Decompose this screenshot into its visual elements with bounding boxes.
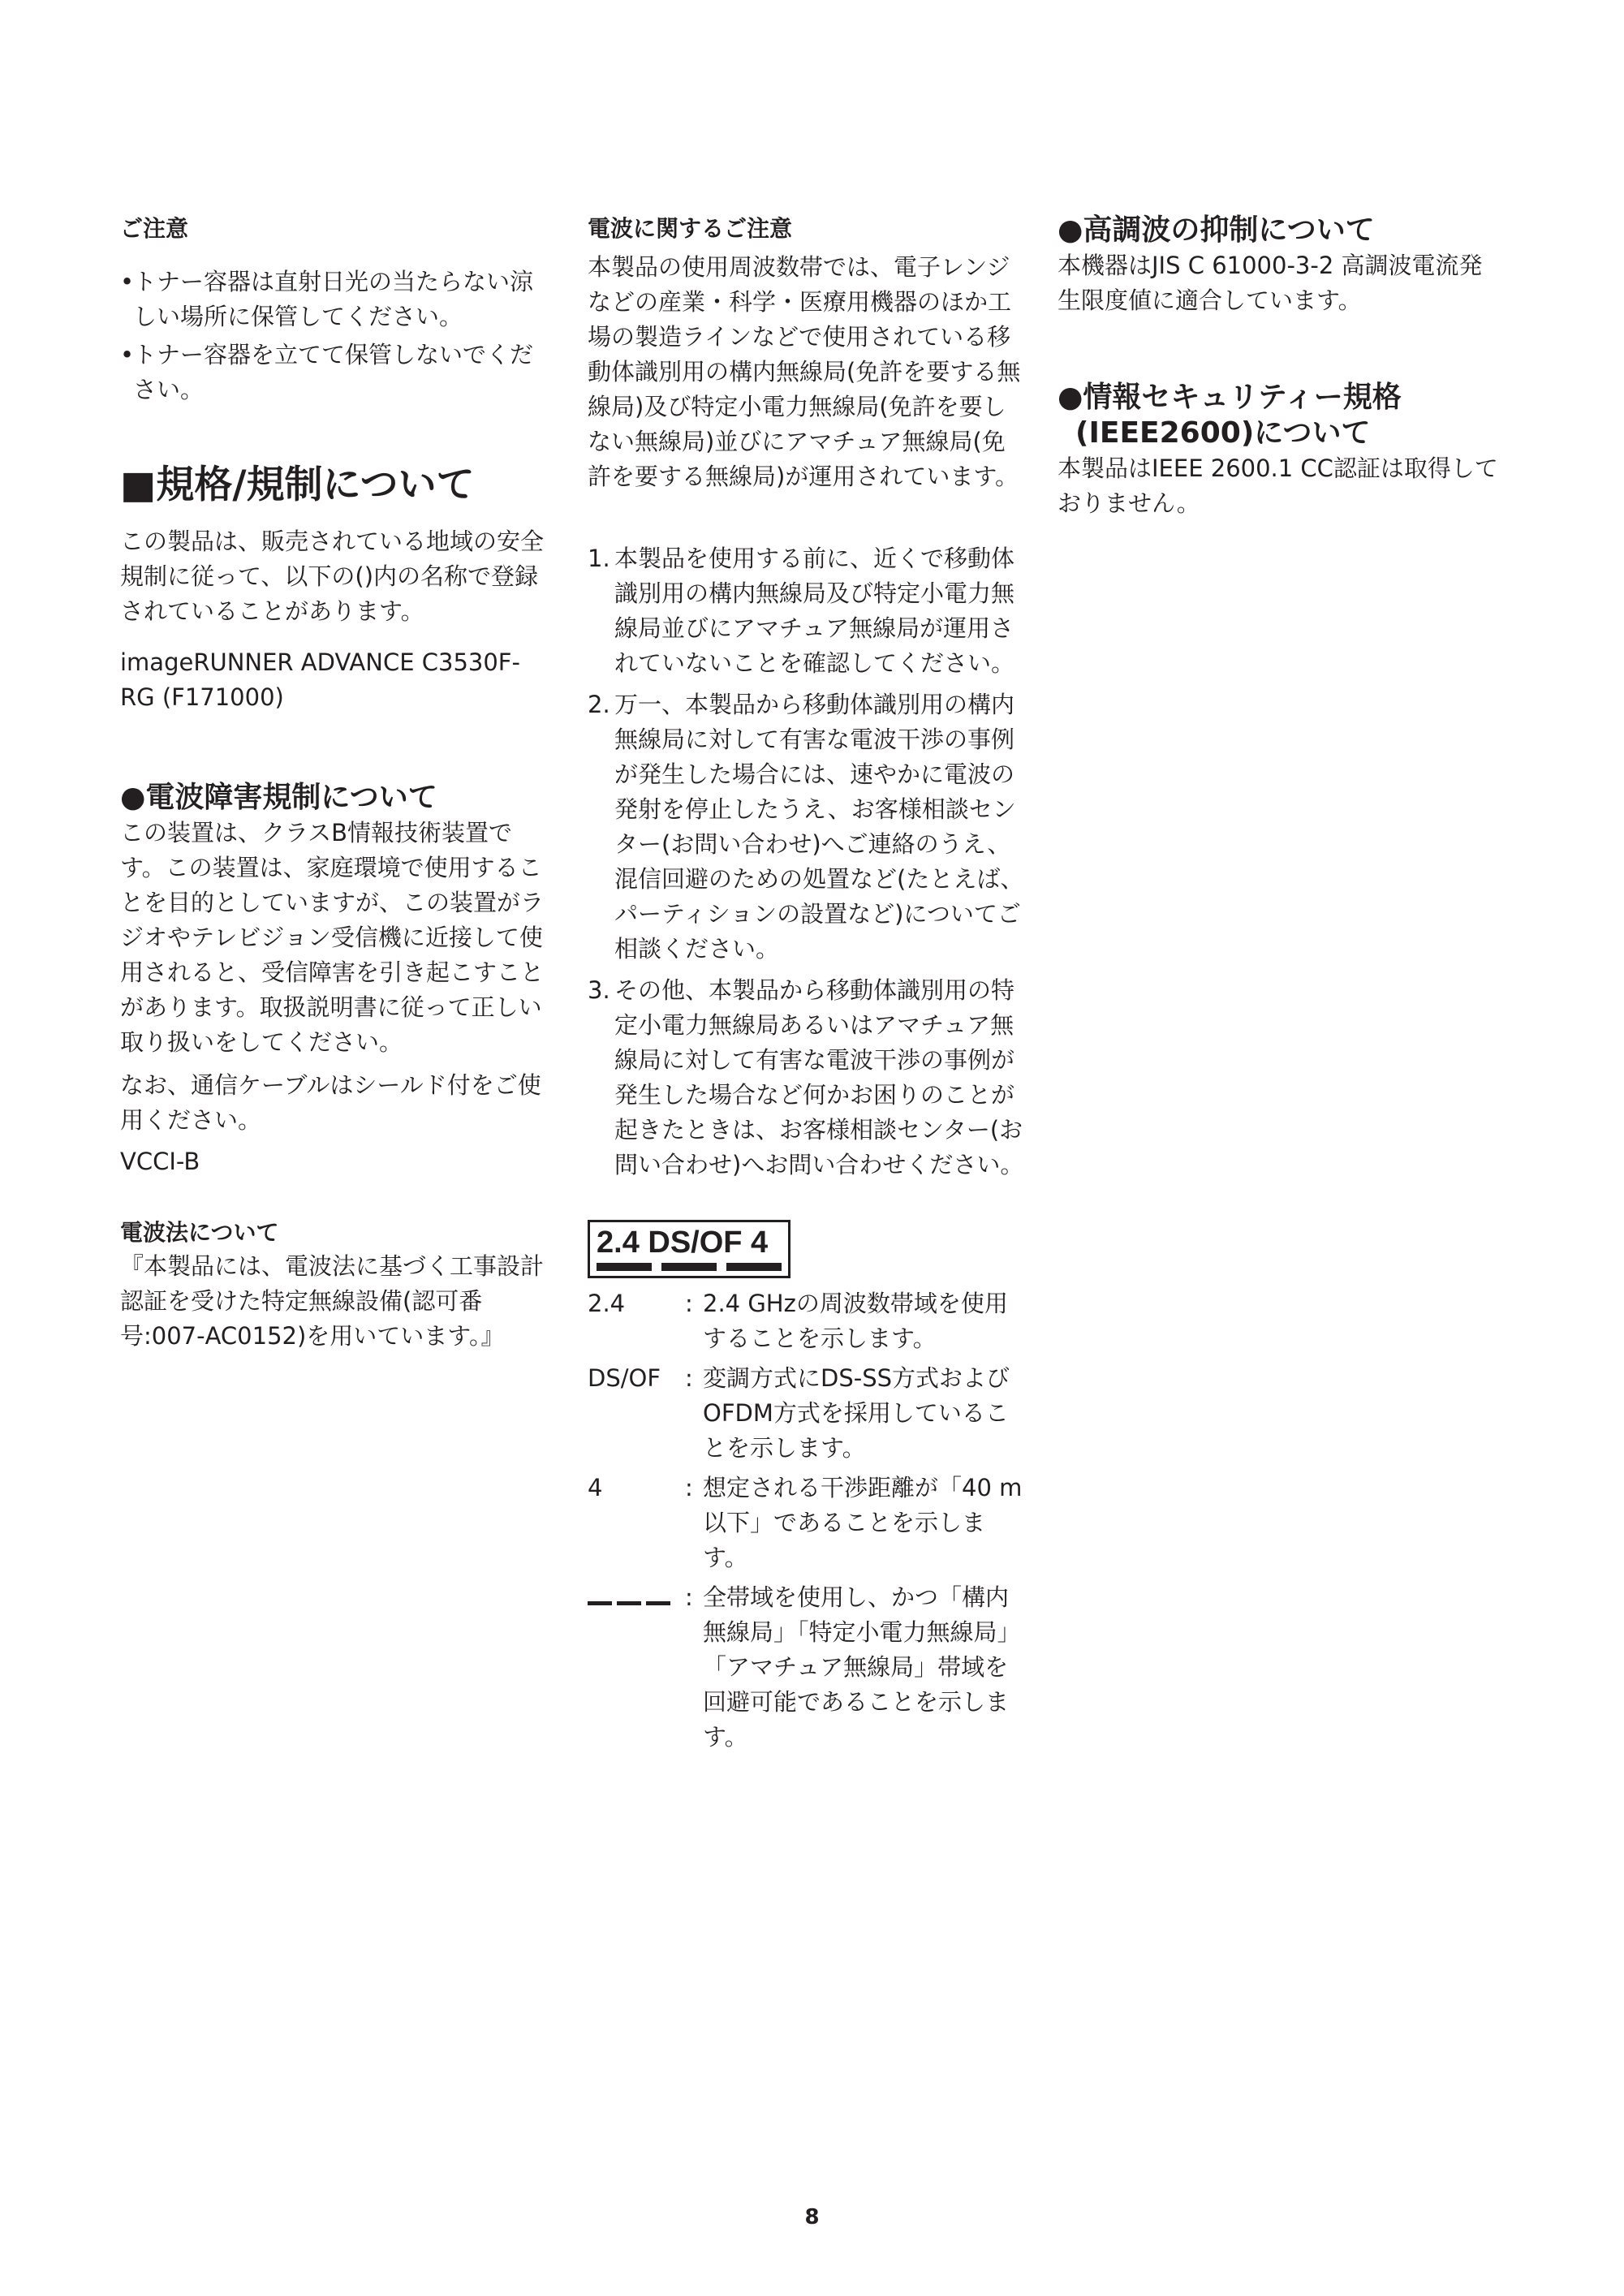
middle-column (588, 213, 1026, 1755)
definition-term: 4 (588, 1474, 603, 1501)
frequency-band-bars (597, 1263, 782, 1271)
definition-term-dashes (588, 1580, 685, 1755)
definition-desc: 2.4 GHzの周波数帯域を使用することを示します。 (703, 1290, 1008, 1352)
band-bar-icon (661, 1263, 717, 1271)
item-number: 2. (588, 691, 610, 718)
cable-text: なお、通信ケーブルはシールド付をご使用ください。 (120, 1071, 541, 1134)
section-heading-standards: ■規格/規制について (120, 463, 475, 507)
item-text: 万一、本製品から移動体識別用の構内無線局に対して有害な電波干渉の事例が発生した場合には、速やかに電波の発射を停止したうえ、お客様相談センター(お問い合わせ)へご連絡のうえ、混信回避のための処置など(たとえば、パーティションの設置など)についてご相談ください。 (614, 691, 1024, 963)
caution-heading: ご注意 (120, 215, 189, 242)
caution-item-text: トナー容器を立てて保管しないでください。 (133, 341, 534, 403)
definition-colon: : (685, 1474, 693, 1501)
intro-text: この製品は、販売されている地域の安全規制に従って、以下の()内の名称で登録されていることがあります。 (120, 528, 545, 625)
numbered-item (588, 973, 1026, 1182)
definition-term: DS/OF (588, 1364, 661, 1392)
harmonics-heading: ●高調波の抑制について (1058, 213, 1375, 247)
caution-item (120, 338, 550, 407)
definition-desc: 全帯域を使用し、かつ「構内無線局」「特定小電力無線局」「アマチュア無線局」帯域を回避可能であることを示します。 (703, 1583, 1021, 1751)
frequency-band-mark-text: 2.4 DS/OF 4 (597, 1226, 769, 1260)
definition-desc: 変調方式にDS-SS方式およびOFDM方式を採用していることを示します。 (703, 1364, 1010, 1462)
item-text: その他、本製品から移動体識別用の特定小電力無線局あるいはアマチュア無線局に対して有害な電波干渉の事例が発生した場合など何かお困りのことが起きたときは、お客様相談センター(お問い合わせ)へお問い合わせください。 (614, 976, 1024, 1178)
right-column (1058, 213, 1500, 521)
radio-interference-text: この装置は、クラスB情報技術装置です。この装置は、家庭環境で使用することを目的としていますが、この装置がラジオやテレビジョン受信機に近接して使用されると、受信障害を引き起こすことがあります。取扱説明書に従って正しい取り扱いをしてください。 (120, 819, 545, 1056)
security-heading-line1: ●情報セキュリティー規格 (1058, 381, 1402, 414)
definition-colon: : (685, 1364, 693, 1392)
caution-item (120, 265, 550, 334)
definition-row (588, 1286, 1026, 1356)
band-bar-icon (597, 1263, 652, 1271)
security-heading-line2: (IEEE2600)について (1075, 416, 1371, 450)
definition-row (588, 1361, 1026, 1466)
definition-row (588, 1580, 1026, 1755)
numbered-item (588, 687, 1026, 967)
bullet-icon: • (120, 268, 135, 295)
item-number: 3. (588, 976, 610, 1004)
band-bar-icon (726, 1263, 782, 1271)
left-column (120, 213, 550, 1354)
item-number: 1. (588, 545, 610, 572)
vcci-text: VCCI-B (120, 1148, 200, 1175)
frequency-band-mark (588, 1220, 790, 1278)
harmonics-text: 本機器はJIS C 61000-3-2 高調波電流発生限度値に適合しています。 (1058, 252, 1483, 314)
page-number: 8 (804, 2205, 820, 2229)
radio-interference-heading: ●電波障害規制について (120, 781, 437, 814)
radio-law-heading: 電波法について (120, 1219, 279, 1246)
definition-row (588, 1471, 1026, 1575)
definition-term: 2.4 (588, 1290, 626, 1317)
radio-law-text: 『本製品には、電波法に基づく工事設計認証を受けた特定無線設備(認可番号:007-AC0152)を用いています。』 (120, 1252, 545, 1350)
definition-colon: : (685, 1583, 693, 1611)
definition-desc: 想定される干渉距離が「40 m以下」であることを示します。 (703, 1474, 1023, 1571)
bullet-icon: • (120, 341, 135, 368)
security-text: 本製品はIEEE 2600.1 CC認証は取得しておりません。 (1058, 454, 1498, 517)
numbered-item (588, 541, 1026, 681)
model-text: imageRUNNER ADVANCE C3530F-RG (F171000) (120, 648, 520, 711)
item-text: 本製品を使用する前に、近くで移動体識別用の構内無線局及び特定小電力無線局並びにアマチュア無線局が運用されていないことを確認してください。 (614, 545, 1015, 677)
definition-colon: : (685, 1290, 693, 1317)
radio-caution-heading: 電波に関するご注意 (588, 215, 793, 242)
dashes-icon (588, 1601, 670, 1605)
caution-item-text: トナー容器は直射日光の当たらない涼しい場所に保管してください。 (133, 268, 534, 330)
radio-caution-text: 本製品の使用周波数帯では、電子レンジなどの産業・科学・医療用機器のほか工場の製造ラインなどで使用されている移動体識別用の構内無線局(免許を要する無線局)及び特定小電力無線局(免許を要しない無線局)並びにアマチュア無線局(免許を要する無線局)が運用されています。 (588, 253, 1021, 490)
